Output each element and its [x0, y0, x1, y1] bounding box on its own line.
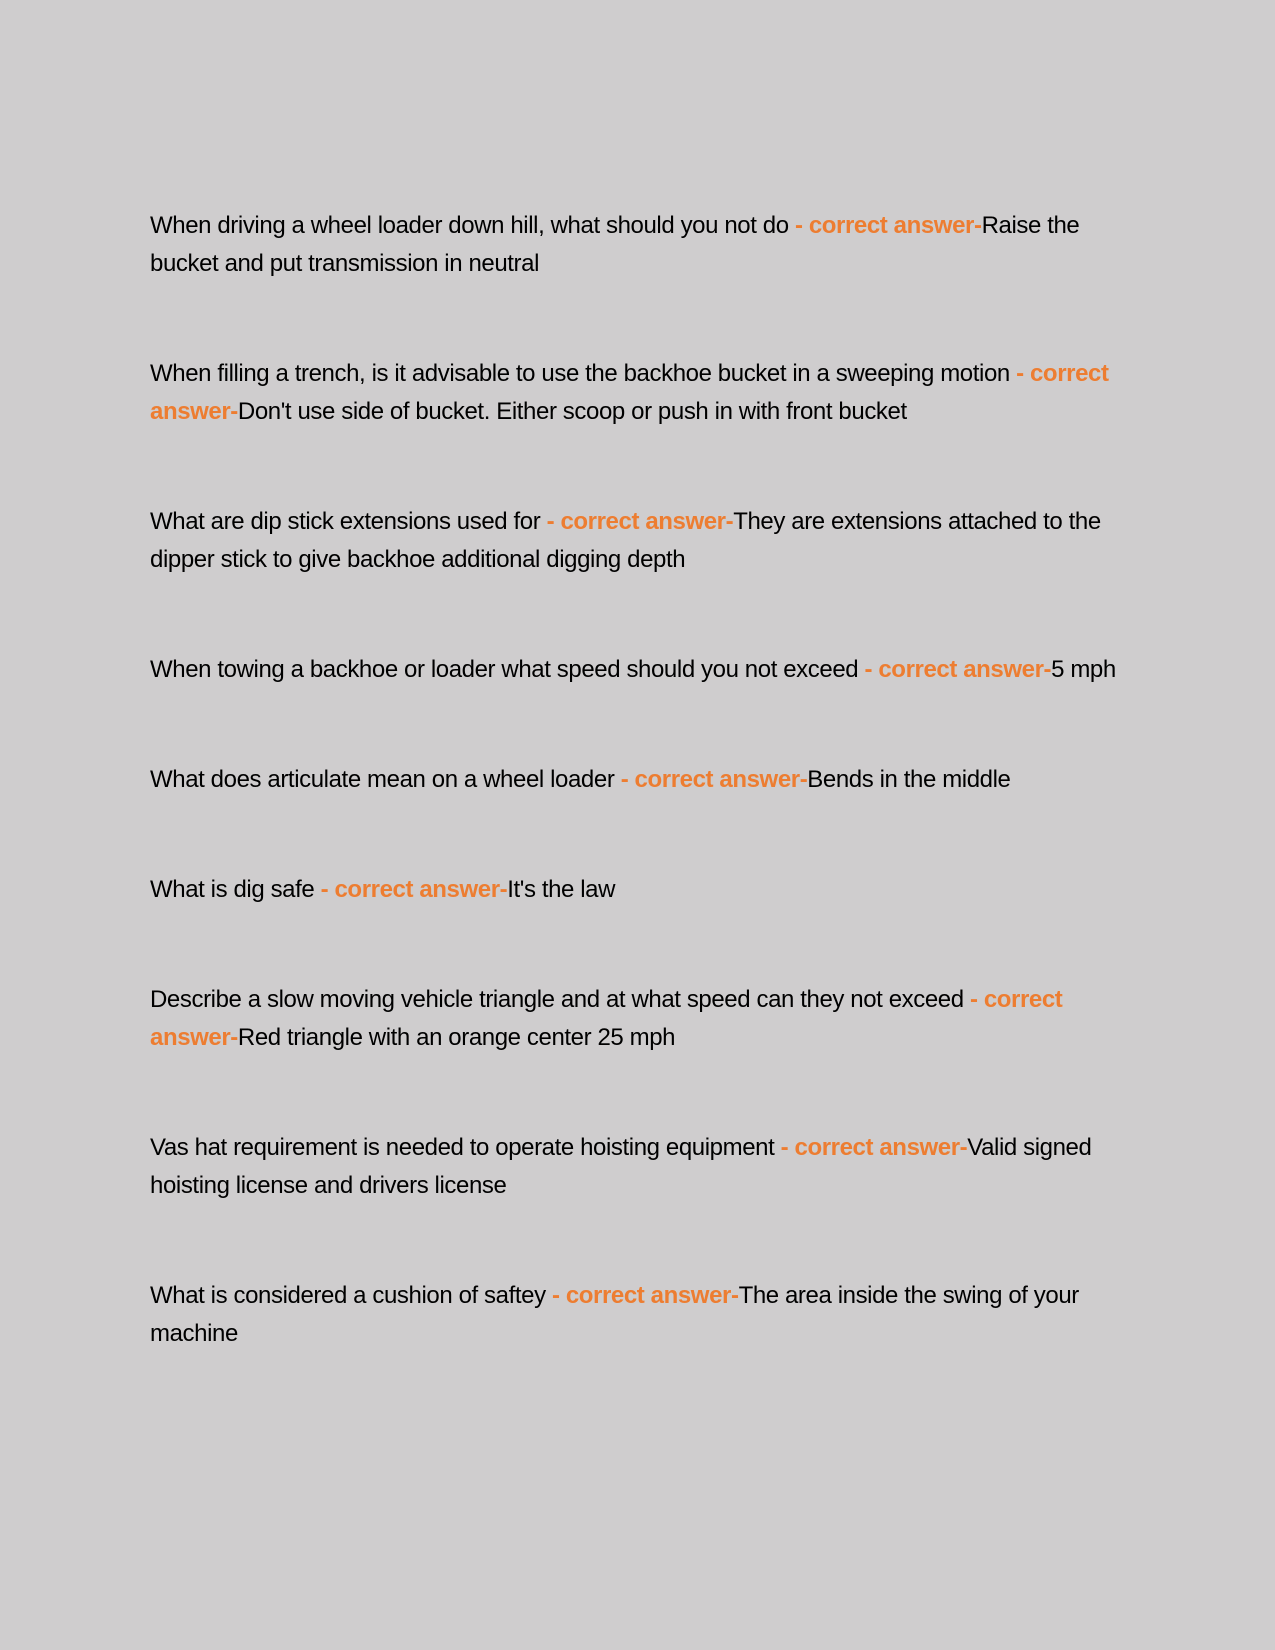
- question-text: What is dig safe: [150, 876, 321, 903]
- question-text: When filling a trench, is it advisable to use the backhoe bucket in a sweeping motion: [150, 360, 1017, 387]
- answer-text: Don't use side of bucket. Either scoop or push in with front bucket: [237, 398, 907, 425]
- question-text: Vas hat requirement is needed to operate hoisting equipment: [150, 1134, 781, 1161]
- document-page: [150, 207, 1130, 1425]
- question-text: What is considered a cushion of saftey: [150, 1282, 552, 1309]
- answer-text: The area inside the swing of your machine: [150, 1282, 1079, 1347]
- qa-item: [150, 1129, 1130, 1205]
- question-text: Describe a slow moving vehicle triangle and at what speed can they not exceed: [150, 986, 970, 1013]
- correct-answer-separator: - correct answer-: [320, 876, 508, 903]
- question-text: What does articulate mean on a wheel loader: [150, 766, 621, 793]
- correct-answer-separator: - correct answer-: [780, 1134, 968, 1161]
- question-text: What are dip stick extensions used for: [150, 508, 547, 535]
- qa-item: [150, 651, 1130, 689]
- answer-text: Bends in the middle: [807, 766, 1011, 793]
- question-text: When towing a backhoe or loader what speed should you not exceed: [150, 656, 865, 683]
- qa-item: [150, 981, 1130, 1057]
- answer-text: Valid signed hoisting license and drivers license: [150, 1134, 1092, 1199]
- answer-text: 5 mph: [1051, 656, 1116, 683]
- qa-item: [150, 761, 1130, 799]
- answer-text: Raise the bucket and put transmission in neutral: [150, 212, 1080, 277]
- answer-text: Red triangle with an orange center 25 mph: [237, 1024, 676, 1051]
- qa-item: [150, 207, 1130, 283]
- correct-answer-separator: - correct answer-: [794, 212, 982, 239]
- correct-answer-separator: - correct answer-: [551, 1282, 739, 1309]
- answer-text: It's the law: [507, 876, 616, 903]
- correct-answer-separator: - correct answer-: [546, 508, 734, 535]
- correct-answer-separator: - correct answer-: [150, 360, 1109, 425]
- qa-item: [150, 871, 1130, 909]
- question-text: When driving a wheel loader down hill, what should you not do: [150, 212, 795, 239]
- answer-text: They are extensions attached to the dipper stick to give backhoe additional digging depth: [150, 508, 1101, 573]
- correct-answer-separator: - correct answer-: [864, 656, 1052, 683]
- qa-item: [150, 355, 1130, 431]
- qa-item: [150, 1277, 1130, 1353]
- correct-answer-separator: - correct answer-: [620, 766, 808, 793]
- correct-answer-separator: - correct answer-: [150, 986, 1063, 1051]
- qa-item: [150, 503, 1130, 579]
